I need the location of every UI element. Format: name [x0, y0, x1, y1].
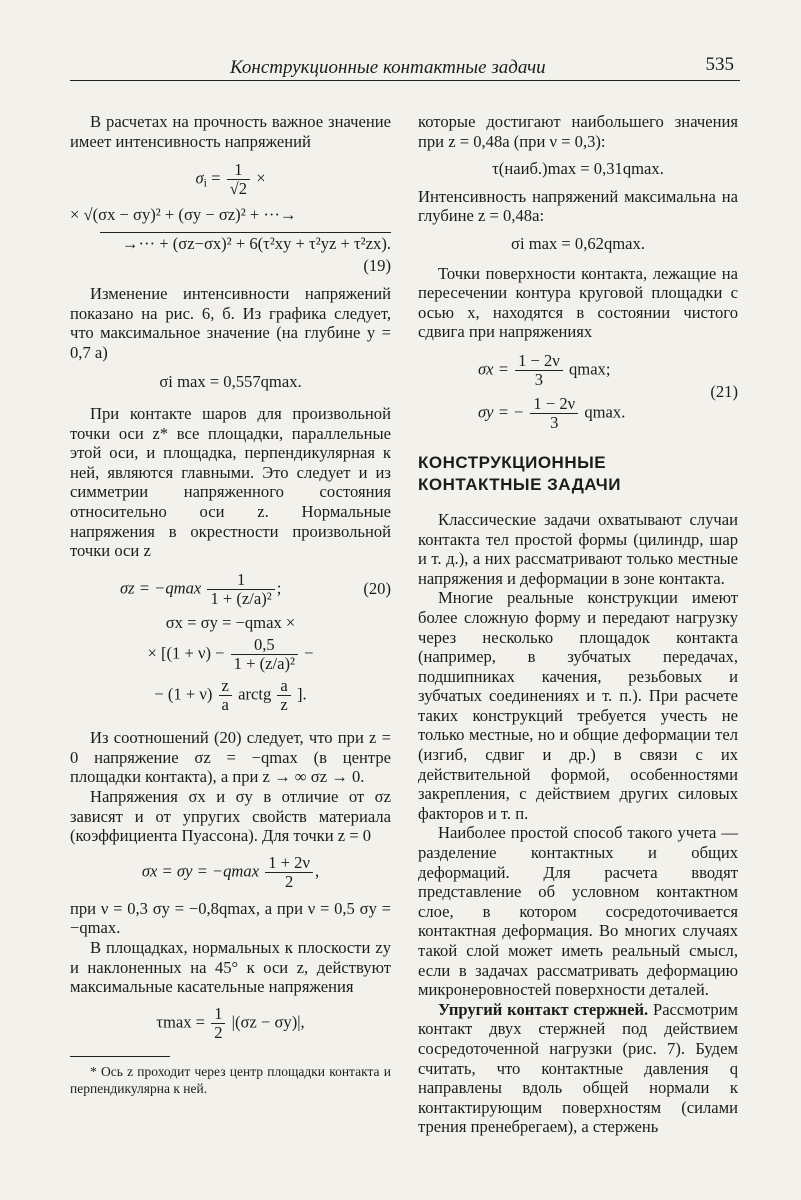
numerator: 1 − 2ν [530, 395, 578, 414]
paragraph: Интенсивность напряжений максимальна на глубине z = 0,48a: [418, 186, 738, 226]
equation-number: (19) [363, 256, 391, 276]
footnote: * Ось z проходит через центр площадки контакта и перпендикулярна к ней. [70, 1063, 391, 1096]
denominator: √2 [229, 179, 248, 199]
fraction [211, 1005, 225, 1042]
denominator: 2 [214, 1022, 223, 1042]
right-column [418, 112, 738, 1137]
section-title-line: КОНТАКТНЫЕ ЗАДАЧИ [418, 474, 621, 494]
equation: σi max = 0,557qmax. [159, 372, 302, 392]
numerator: 1 [211, 1005, 225, 1024]
running-head-title: Конструкционные контактные задачи [230, 57, 546, 78]
paragraph: В площадках, нормальных к плоскости zy и наклоненных на 45° к оси z, действуют максимальные касательные напряжения [70, 938, 391, 997]
eq-punct: , [315, 861, 320, 881]
eq-lhs: σz = −qmax [120, 578, 202, 597]
eq-part: − [304, 643, 314, 663]
equation-19-line2: × √(σx − σy)² + (σy − σz)² + ···→ [70, 205, 297, 225]
numerator: 1 [207, 571, 274, 590]
equation-20b-line2 [70, 636, 391, 673]
eq-part: × [(1 + ν) − [147, 643, 225, 663]
paragraph-body: Рассмотрим контакт двух стержней под действием сосредоточенной нагрузки (рис. 7). Будем считать, что контактные давления q направлены вдоль общей нормали к контактирующим поверхностям (силами трения пренебрегаем), а стержень [418, 999, 738, 1137]
denominator: 3 [534, 369, 544, 389]
running-header [70, 50, 740, 81]
paragraph: Классические задачи охватывают случаи контакта тел простой формы (цилиндр, шар и т. д.), а них рассматривают только местные напряжения и деформации в зоне контакта. [418, 509, 738, 588]
numerator: a [277, 677, 290, 696]
eq-part: − (1 + ν) [154, 684, 213, 704]
denominator: 2 [284, 871, 294, 891]
fraction [530, 395, 578, 432]
paragraph: При контакте шаров для произвольной точки оси z* все площадки, параллельные этой оси, и площадка, перпендикулярная к ней, являются главными. Это следует и из симметрии напряженного состояния относительно оси z. Нормальные напряжения в окрестности произвольной точки оси z [70, 403, 391, 561]
numerator: 1 − 2ν [515, 352, 563, 371]
equation-21a [478, 352, 625, 389]
paragraph: при ν = 0,3 σy = −0,8qmax, а при ν = 0,5 σy = −qmax. [70, 898, 391, 938]
eq-part: arctg [238, 684, 272, 704]
paragraph: Напряжения σx и σy в отличие от σz зависят и от упругих свойств материала (коэффициента Пуассона). Для точки z = 0 [70, 787, 391, 846]
numerator: 1 + 2ν [265, 854, 313, 873]
paragraph: Многие реальные конструкции имеют более сложную форму и передают нагрузку через несколько площадок контакта (например, в зубчатых передачах, подшипниках качения, резьбовых и зубчатых соединениях и т. п.). При расчете таких конструкций требуется учесть не только местные, но и общие деформации тел (изгиб, сдвиг и др.) в связи с их действительной формой, особенностями закрепления, с действием других силовых факторов и т. п. [418, 588, 738, 823]
numerator: 0,5 [231, 636, 298, 655]
equation [70, 854, 391, 891]
paragraph: Точки поверхности контакта, лежащие на пересечении контура круговой площадки с осью x, находятся в состоянии чистого сдвига при напряжениях [418, 263, 738, 342]
eq-rhs: qmax; [568, 359, 611, 379]
denominator: 1 + (z/a)² [233, 654, 295, 674]
paragraph: В расчетах на прочность важное значение имеет интенсивность напряжений [70, 112, 391, 151]
eq-lhs: τmax = [156, 1012, 206, 1032]
equation-20a [70, 571, 391, 608]
equation-20b-line1: σx = σy = −qmax × [165, 612, 296, 632]
section-title [418, 452, 738, 496]
fraction [231, 636, 298, 673]
paragraph: Наиболее простой способ такого учета — разделение контактных и общих деформаций. Для расчета вводят представление об условном контактном слое, в котором сосредоточивается контактная деформация. Во многих случаях такой слой может иметь реальный смысл, если в задачах рассматривать деформацию микронеровностей поверхности деталей. [418, 823, 738, 1000]
paragraph: которые достигают наибольшего значения при z = 0,48a (при ν = 0,3): [418, 112, 738, 151]
eq-operator: × [256, 168, 266, 188]
equation-19-line3: →··· + (σz−σx)² + 6(τ²xy + τ²yz + τ²zx). [100, 232, 391, 254]
paragraph [418, 1000, 738, 1137]
equation-number: (20) [363, 579, 391, 599]
numerator: z [219, 677, 232, 696]
eq-symbol: σ [195, 168, 204, 188]
numerator: 1 [227, 161, 250, 180]
denominator: a [221, 695, 229, 715]
eq-subscript: i [203, 175, 207, 190]
paragraph: Из соотношений (20) следует, что при z = 0 напряжение σz = −qmax (в центре площадки контакта), а при z → ∞ σz → 0. [70, 728, 391, 787]
fraction [207, 571, 274, 608]
equation-21-lines [478, 352, 625, 432]
eq-punct: ; [276, 578, 282, 597]
equation-21 [418, 352, 738, 432]
fraction [515, 352, 563, 389]
fraction [219, 677, 232, 714]
paragraph-lead: Упругий контакт стержней. [438, 999, 649, 1019]
fraction [227, 161, 250, 198]
eq-lhs: σx = [478, 359, 509, 379]
fraction [265, 854, 313, 891]
eq-operator: = [211, 168, 221, 188]
equation-number: (21) [710, 382, 738, 402]
page-number: 535 [705, 54, 734, 75]
left-column [70, 112, 391, 1097]
equation [70, 1005, 391, 1042]
equation-21b [478, 395, 625, 432]
equation-19-line1 [70, 161, 391, 198]
eq-rhs: qmax. [584, 402, 626, 422]
denominator: 1 + (z/a)² [210, 588, 272, 608]
equation-20b-line3 [70, 677, 391, 714]
footnote-rule [70, 1056, 170, 1057]
fraction [277, 677, 290, 714]
eq-lhs: σx = σy = −qmax [141, 861, 260, 881]
denominator: 3 [550, 412, 559, 432]
equation: τ(наиб.)max = 0,31qmax. [492, 159, 664, 179]
equation: σi max = 0,62qmax. [511, 233, 645, 253]
paragraph: Изменение интенсивности напряжений показано на рис. 6, б. Из графика следует, что максимальное значение (на глубине y = 0,7 a) [70, 283, 391, 362]
denominator: z [280, 695, 288, 715]
eq-rhs: |(σz − σy)|, [231, 1012, 305, 1032]
section-title-line: КОНСТРУКЦИОННЫЕ [418, 452, 607, 472]
eq-lhs: σy = − [478, 402, 525, 422]
eq-part: ]. [296, 684, 307, 704]
